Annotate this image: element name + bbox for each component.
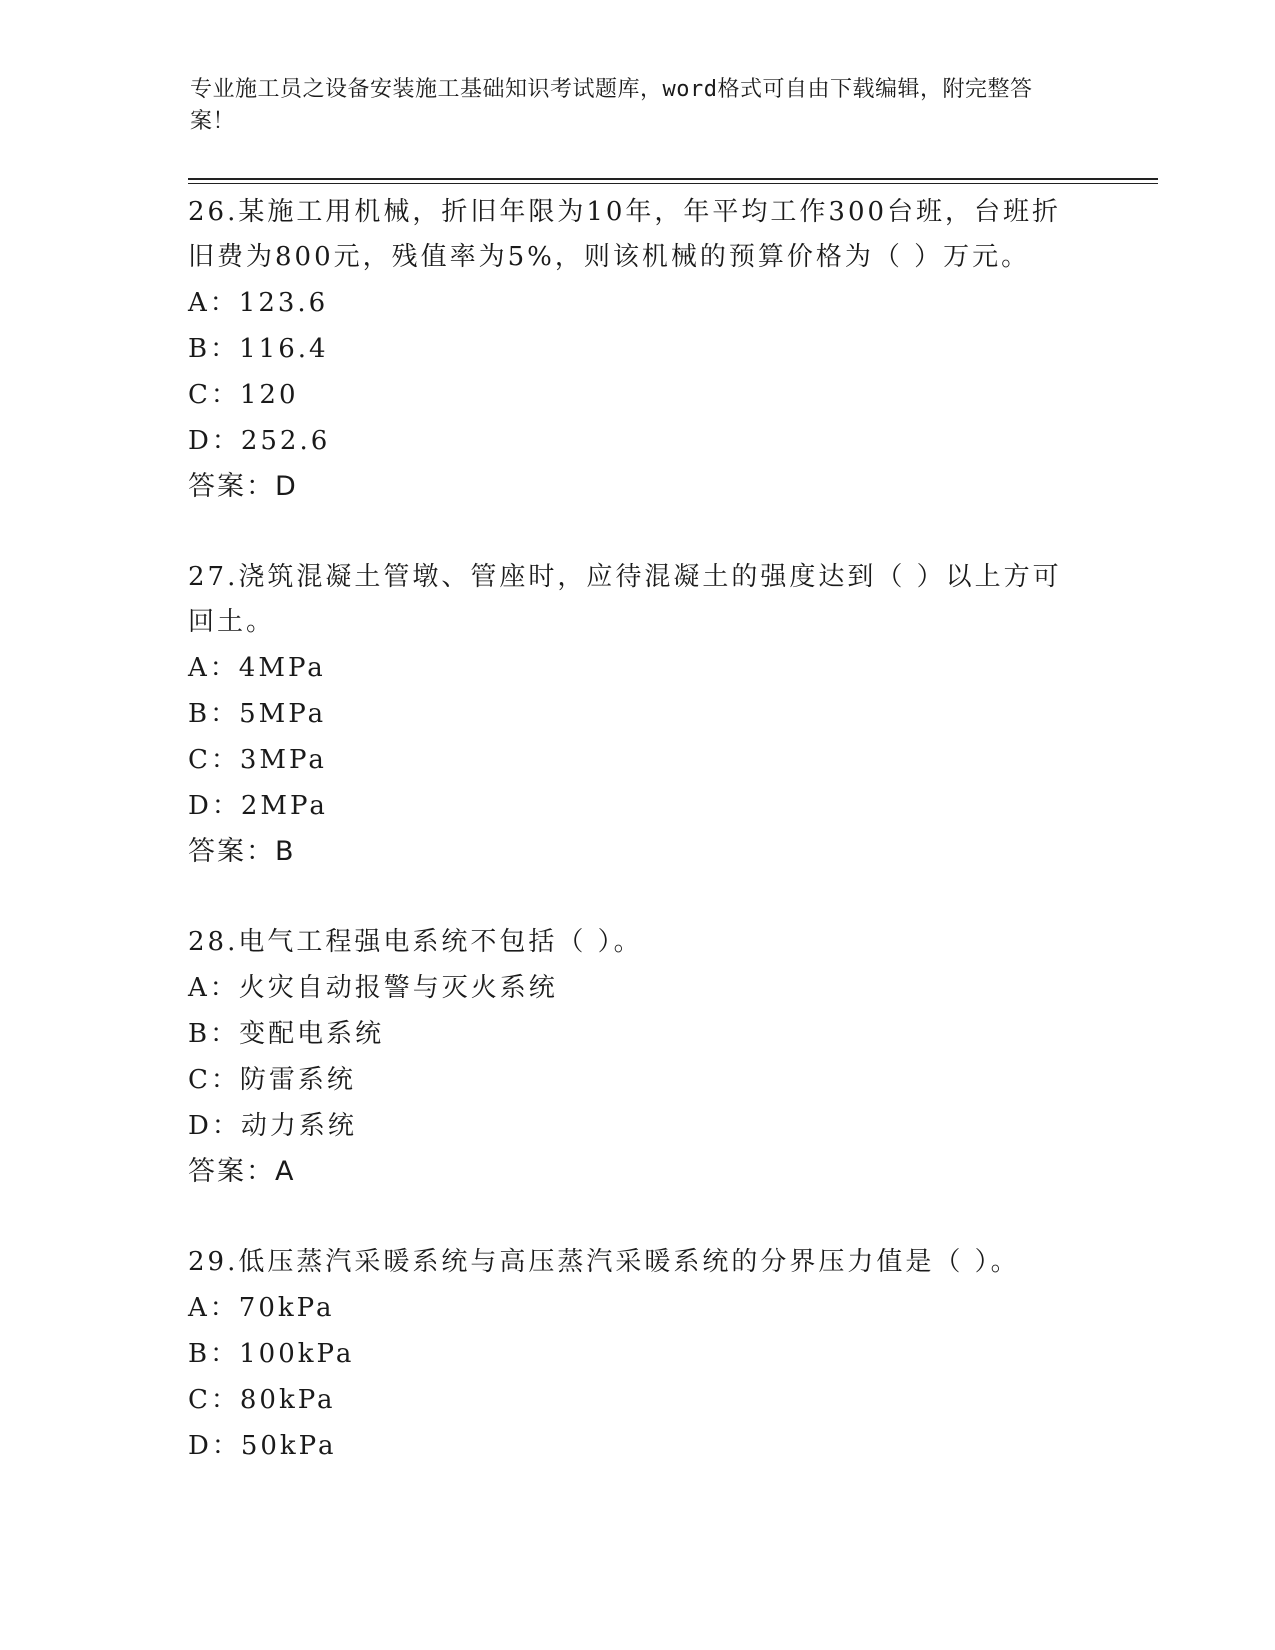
option-d: D：动力系统 — [188, 1111, 357, 1141]
option-b: B：116.4 — [188, 334, 329, 364]
question-stem: 26.某施工用机械，折旧年限为10年，年平均工作300台班，台班折旧费为800元，残值率为5%，则该机械的预算价格为（ ）万元。 — [188, 197, 1062, 272]
header-divider-thick — [188, 178, 1158, 180]
option-a: A：123.6 — [188, 288, 329, 318]
option-b: B：变配电系统 — [188, 1019, 385, 1049]
option-c: C：120 — [188, 380, 299, 410]
option-a: A：70kPa — [188, 1293, 335, 1323]
option-c: C：防雷系统 — [188, 1065, 356, 1095]
option-d: D：50kPa — [188, 1431, 337, 1461]
question-26 — [188, 190, 1068, 510]
option-c: C：80kPa — [188, 1385, 336, 1415]
document-header: 专业施工员之设备安装施工基础知识考试题库，word格式可自由下载编辑，附完整答案！ — [190, 77, 1033, 134]
option-d: D：252.6 — [188, 426, 331, 456]
option-d: D：2MPa — [188, 791, 328, 821]
answer: 答案：B — [188, 836, 296, 867]
option-c: C：3MPa — [188, 745, 327, 775]
option-b: B：100kPa — [188, 1339, 355, 1369]
option-a: A：4MPa — [188, 653, 326, 683]
answer: 答案：A — [188, 1156, 296, 1187]
question-stem: 27.浇筑混凝土管墩、管座时，应待混凝土的强度达到（ ）以上方可回土。 — [188, 562, 1062, 637]
option-b: B：5MPa — [188, 699, 327, 729]
question-27 — [188, 555, 1068, 875]
question-29 — [188, 1240, 1068, 1469]
header-divider-thin — [188, 183, 1158, 184]
question-stem: 28.电气工程强电系统不包括（ ）。 — [188, 927, 643, 957]
question-stem: 29.低压蒸汽采暖系统与高压蒸汽采暖系统的分界压力值是（ ）。 — [188, 1247, 1020, 1277]
option-a: A：火灾自动报警与灭火系统 — [188, 973, 558, 1003]
answer: 答案：D — [188, 471, 298, 502]
question-28 — [188, 920, 1068, 1195]
